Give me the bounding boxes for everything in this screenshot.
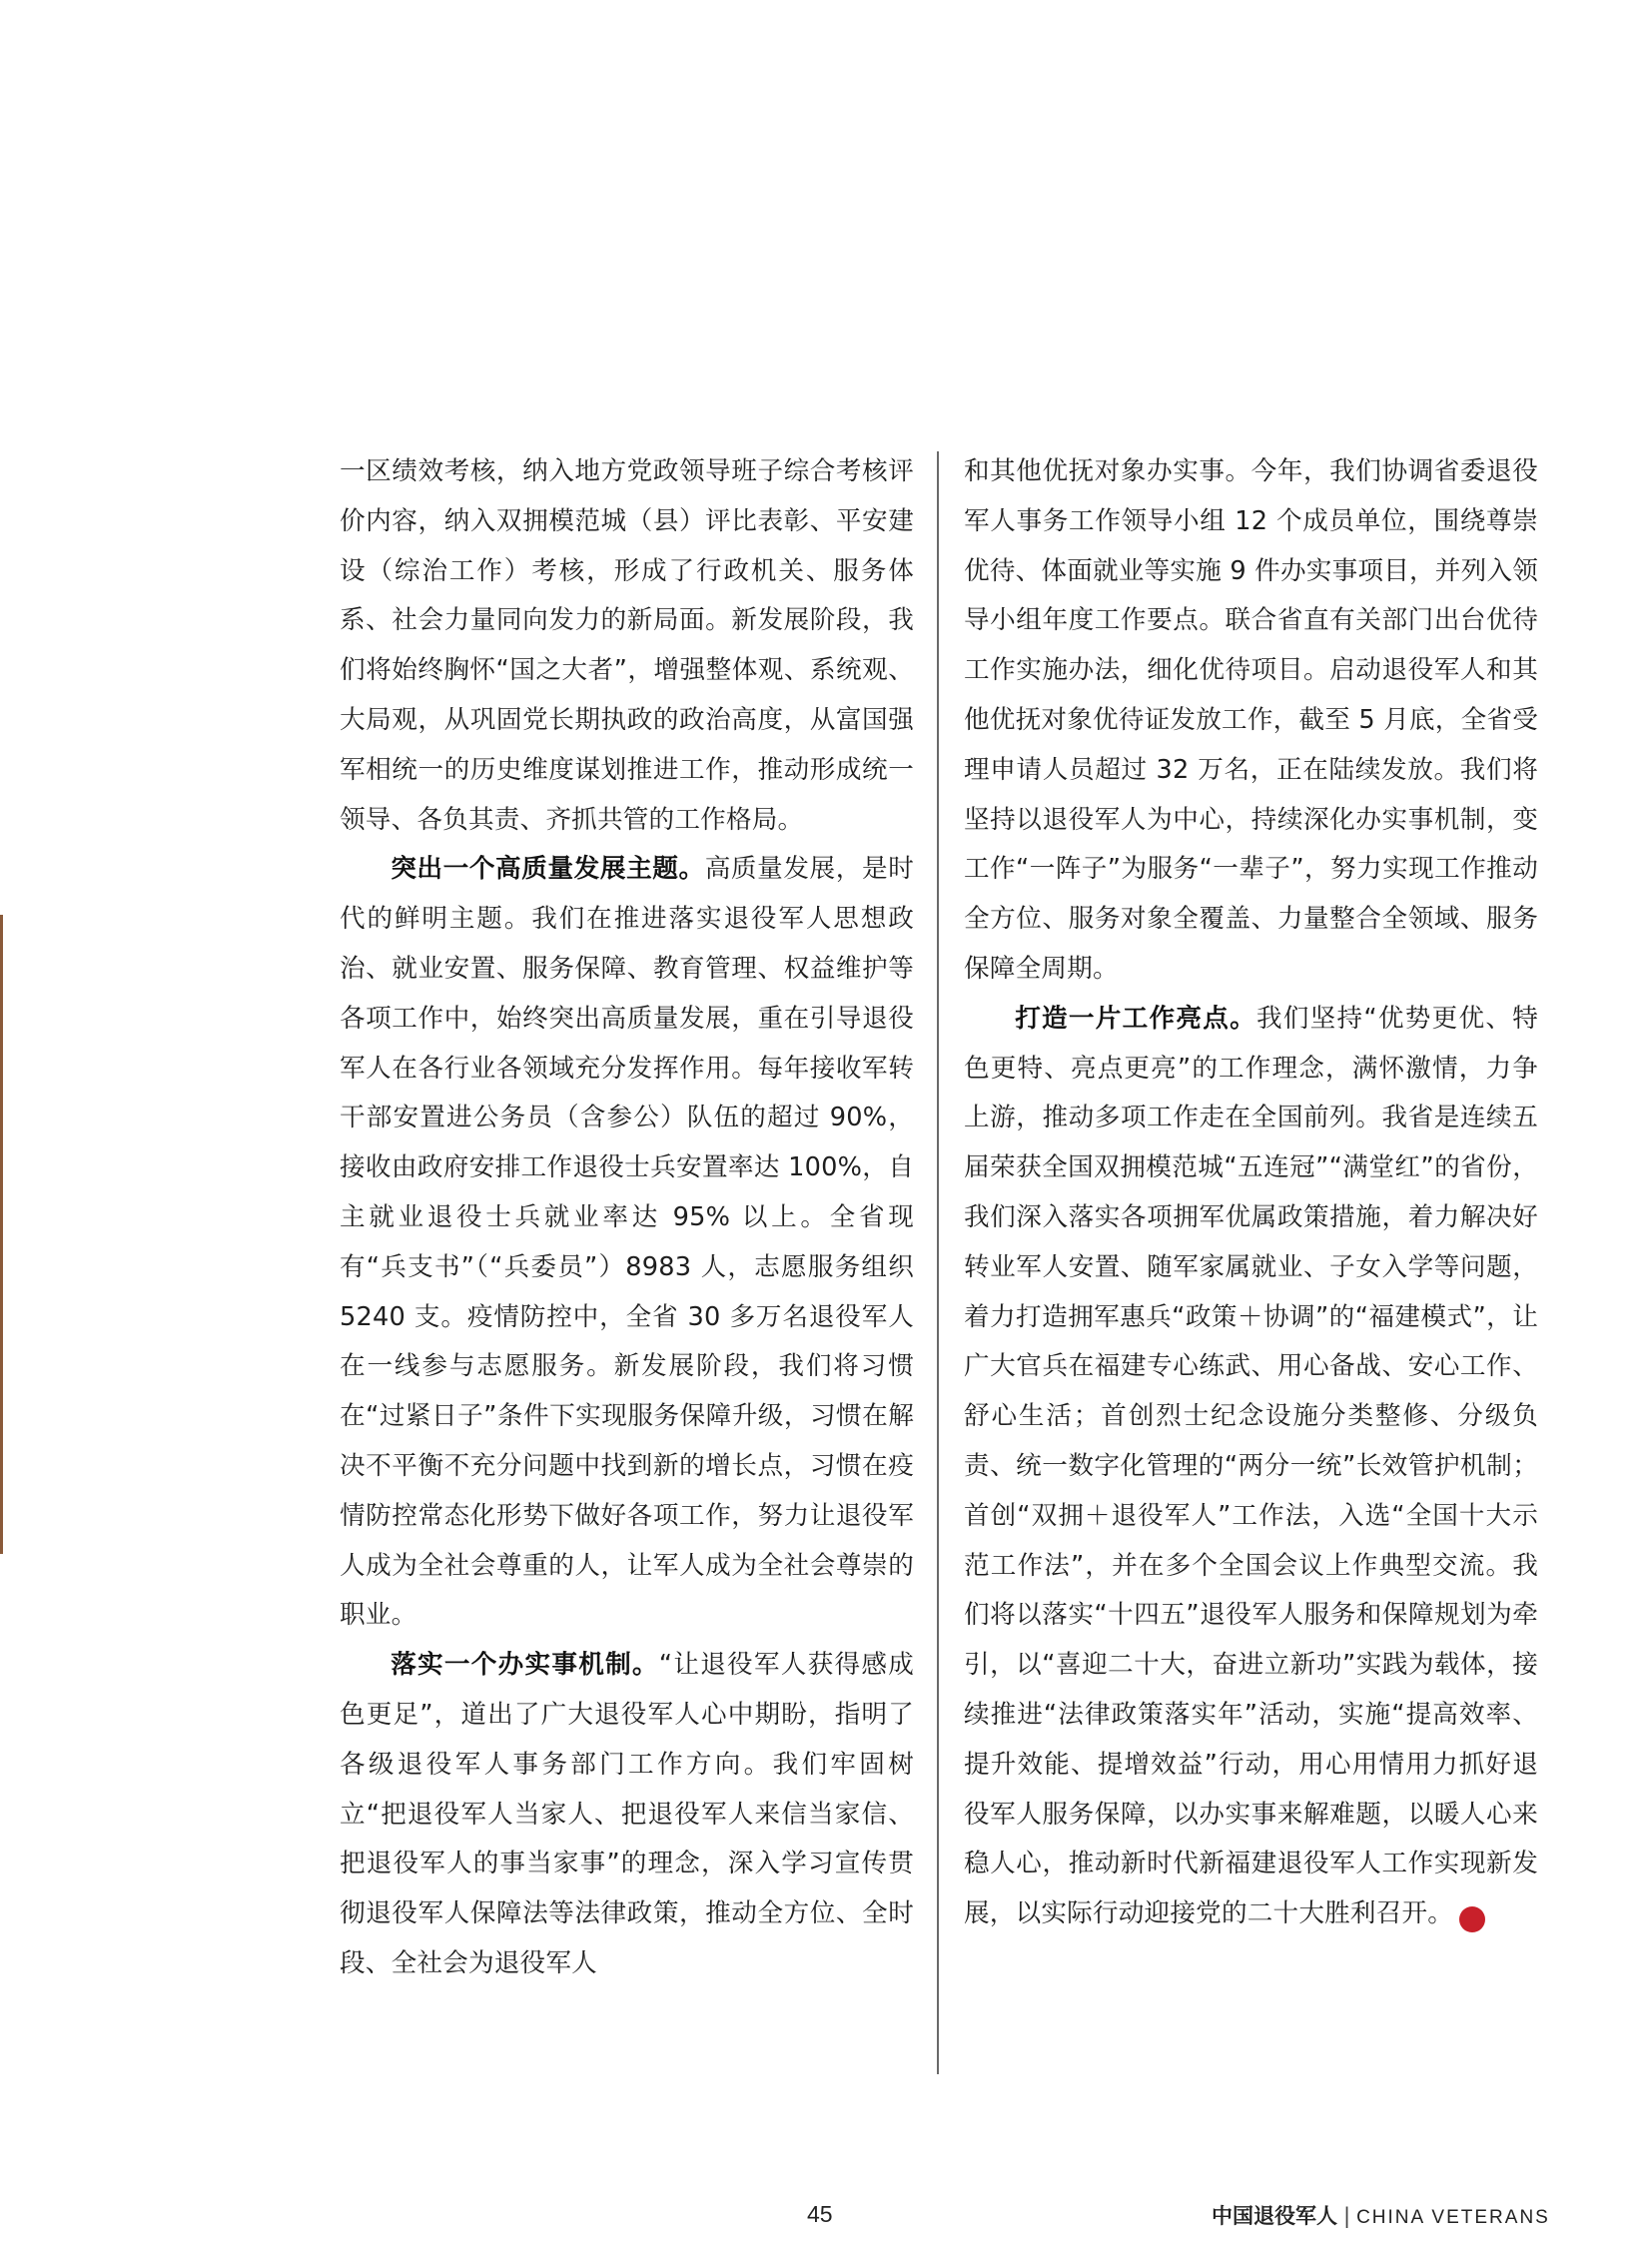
section-heading-practical-mechanism: 落实一个办实事机制。	[391, 1650, 659, 1681]
paragraph-high-quality	[340, 845, 914, 1641]
paragraph-continued: 和其他优抚对象办实事。今年，我们协调省委退役军人事务工作领导小组 12 个成员单位，围绕尊崇优待、体面就业等实施 9 件办实事项目，并列入领导小组年度工作要点。联合省直有关部门出台优待工作实施办法，细化优待项目。启动退役军人和其他优抚对象优待证发放工作，截至 5 月底，全省受理申请人员超过 32 万名，正在陆续发放。我们将坚持以退役军人为中心，持续深化办实事机制，变工作“一阵子”为服务“一辈子”，努力实现工作推动全方位、服务对象全覆盖、力量整合全领域、服务保障全周期。	[964, 456, 1538, 984]
section-heading-highlights: 打造一片工作亮点。	[1015, 1003, 1256, 1034]
paragraph-practical-mechanism	[340, 1641, 914, 1989]
brand-english: CHINA VETERANS	[1356, 2207, 1550, 2228]
left-column	[340, 447, 914, 1989]
brand-separator: |	[1343, 2204, 1351, 2228]
paragraph-high-quality-body: 高质量发展，是时代的鲜明主题。我们在推进落实退役军人思想政治、就业安置、服务保障、教育管理、权益维护等各项工作中，始终突出高质量发展，重在引导退役军人在各行业各领域充分发挥作用。每年接收军转干部安置进公务员（含参公）队伍的超过 90%，接收由政府安排工作退役士兵安置率达 100%，自主就业退役士兵就业率达 95% 以上。全省现有“兵支书”（“兵委员”）8983 人，志愿服务组织 5240 支。疫情防控中，全省 30 多万名退役军人在一线参与志愿服务。新发展阶段，我们将习惯在“过紧日子”条件下实现服务保障升级，习惯在解决不平衡不充分问题中找到新的增长点，习惯在疫情防控常态化形势下做好各项工作，努力让退役军人成为全社会尊重的人，让军人成为全社会尊崇的职业。	[340, 854, 914, 1631]
footer-brand	[1212, 2200, 1550, 2230]
right-column	[964, 447, 1538, 1939]
brand-chinese: 中国退役军人	[1212, 2204, 1337, 2228]
paragraph-intro: 一区绩效考核，纳入地方党政领导班子综合考核评价内容，纳入双拥模范城（县）评比表彰、平安建设（综治工作）考核，形成了行政机关、服务体系、社会力量同向发力的新局面。新发展阶段，我们将始终胸怀“国之大者”，增强整体观、系统观、大局观，从巩固党长期执政的政治高度，从富国强军相统一的历史维度谋划推进工作，推动形成统一领导、各负其责、齐抓共管的工作格局。	[340, 456, 914, 835]
page-edge-bar	[0, 915, 3, 1554]
section-heading-high-quality: 突出一个高质量发展主题。	[391, 854, 705, 885]
column-divider	[937, 451, 939, 2074]
paragraph-highlights-body: 我们坚持“优势更优、特色更特、亮点更亮”的工作理念，满怀激情，力争上游，推动多项工作走在全国前列。我省是连续五届荣获全国双拥模范城“五连冠”“满堂红”的省份，我们深入落实各项拥军优属政策措施，着力解决好转业军人安置、随军家属就业、子女入学等问题，着力打造拥军惠兵“政策＋协调”的“福建模式”，让广大官兵在福建专心练武、用心备战、安心工作、舒心生活；首创烈士纪念设施分类整修、分级负责、统一数字化管理的“两分一统”长效管护机制；首创“双拥＋退役军人”工作法，入选“全国十大示范工作法”，并在多个全国会议上作典型交流。我们将以落实“十四五”退役军人服务和保障规划为牵引，以“喜迎二十大，奋进立新功”实践为载体，接续推进“法律政策落实年”活动，实施“提高效率、提升效能、提增效益”行动，用心用情用力抓好退役军人服务保障，以办实事来解难题，以暖人心来稳人心，推动新时代新福建退役军人工作实现新发展，以实际行动迎接党的二十大胜利召开。	[964, 1003, 1538, 1929]
article-end-icon: V	[1459, 1906, 1485, 1932]
paragraph-highlights	[964, 995, 1538, 1939]
paragraph-practical-mechanism-body: “让退役军人获得感成色更足”，道出了广大退役军人心中期盼，指明了各级退役军人事务部门工作方向。我们牢固树立“把退役军人当家人、把退役军人来信当家信、把退役军人的事当家事”的理念，深入学习宣传贯彻退役军人保障法等法律政策，推动全方位、全时段、全社会为退役军人	[340, 1650, 914, 1978]
page-number: 45	[807, 2201, 833, 2227]
